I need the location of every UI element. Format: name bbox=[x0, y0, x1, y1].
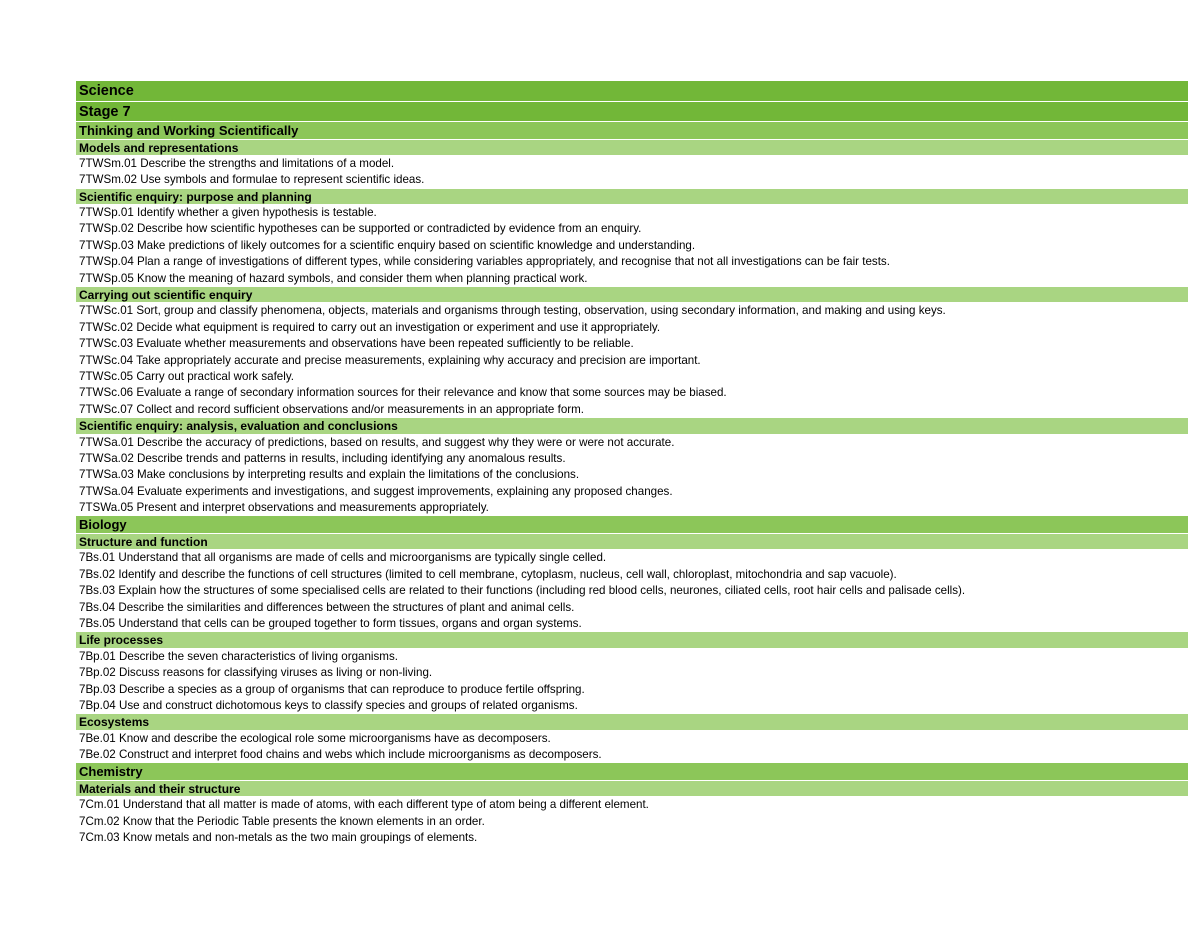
objective-row: 7TWSp.01 Identify whether a given hypothesis is testable. bbox=[76, 205, 1188, 221]
section-heading: Scientific enquiry: analysis, evaluation and conclusions bbox=[76, 418, 1188, 434]
objective-row: 7Be.02 Construct and interpret food chains and webs which include microorganisms as decomposers. bbox=[76, 747, 1188, 763]
section-heading: Life processes bbox=[76, 632, 1188, 648]
subject-heading: Science bbox=[76, 81, 1188, 102]
objective-row: 7TWSm.02 Use symbols and formulae to represent scientific ideas. bbox=[76, 172, 1188, 188]
objective-row: 7Bp.02 Discuss reasons for classifying viruses as living or non-living. bbox=[76, 665, 1188, 681]
objective-row: 7TWSc.02 Decide what equipment is required to carry out an investigation or experiment and use it appropriately. bbox=[76, 320, 1188, 336]
objective-row: 7Be.01 Know and describe the ecological role some microorganisms have as decomposers. bbox=[76, 731, 1188, 747]
strand-heading: Thinking and Working Scientifically bbox=[76, 122, 1188, 140]
objective-row: 7TWSp.04 Plan a range of investigations of different types, while considering variables appropriately, and recognise that not all investigations can be fair tests. bbox=[76, 254, 1188, 270]
objective-row: 7TWSp.05 Know the meaning of hazard symbols, and consider them when planning practical work. bbox=[76, 271, 1188, 287]
objective-row: 7TWSc.01 Sort, group and classify phenomena, objects, materials and organisms through testing, observation, using secondary information, and making and using keys. bbox=[76, 303, 1188, 319]
objective-row: 7TWSa.04 Evaluate experiments and investigations, and suggest improvements, explaining any proposed changes. bbox=[76, 484, 1188, 500]
section-heading: Ecosystems bbox=[76, 714, 1188, 730]
objective-row: 7TWSa.02 Describe trends and patterns in results, including identifying any anomalous results. bbox=[76, 451, 1188, 467]
section-heading: Carrying out scientific enquiry bbox=[76, 287, 1188, 303]
objective-row: 7Cm.01 Understand that all matter is made of atoms, with each different type of atom being a different element. bbox=[76, 797, 1188, 813]
section-heading: Scientific enquiry: purpose and planning bbox=[76, 189, 1188, 205]
objective-row: 7TWSc.03 Evaluate whether measurements and observations have been repeated sufficiently to be reliable. bbox=[76, 336, 1188, 352]
objective-row: 7Bp.01 Describe the seven characteristics of living organisms. bbox=[76, 649, 1188, 665]
objective-row: 7TWSc.04 Take appropriately accurate and precise measurements, explaining why accuracy and precision are important. bbox=[76, 353, 1188, 369]
objective-row: 7Cm.03 Know metals and non-metals as the two main groupings of elements. bbox=[76, 830, 1188, 846]
strand-heading: Biology bbox=[76, 516, 1188, 534]
objective-row: 7Bs.02 Identify and describe the functions of cell structures (limited to cell membrane, cytoplasm, nucleus, cell wall, chloroplast, mitochondria and sap vacuole). bbox=[76, 567, 1188, 583]
objective-row: 7TWSc.07 Collect and record sufficient observations and/or measurements in an appropriate form. bbox=[76, 402, 1188, 418]
objective-row: 7Bp.03 Describe a species as a group of organisms that can reproduce to produce fertile offspring. bbox=[76, 682, 1188, 698]
objective-row: 7TWSm.01 Describe the strengths and limitations of a model. bbox=[76, 156, 1188, 172]
section-heading: Models and representations bbox=[76, 140, 1188, 156]
objective-row: 7TWSc.05 Carry out practical work safely. bbox=[76, 369, 1188, 385]
objective-row: 7TWSa.01 Describe the accuracy of predictions, based on results, and suggest why they were or were not accurate. bbox=[76, 435, 1188, 451]
objective-row: 7Bs.05 Understand that cells can be grouped together to form tissues, organs and organ systems. bbox=[76, 616, 1188, 632]
objective-row: 7TWSp.02 Describe how scientific hypotheses can be supported or contradicted by evidence from an enquiry. bbox=[76, 221, 1188, 237]
objective-row: 7Bs.04 Describe the similarities and differences between the structures of plant and animal cells. bbox=[76, 600, 1188, 616]
stage-heading: Stage 7 bbox=[76, 102, 1188, 123]
objective-row: 7TWSa.03 Make conclusions by interpreting results and explain the limitations of the conclusions. bbox=[76, 467, 1188, 483]
section-heading: Structure and function bbox=[76, 534, 1188, 550]
strand-heading: Chemistry bbox=[76, 763, 1188, 781]
objective-row: 7Bp.04 Use and construct dichotomous keys to classify species and groups of related organisms. bbox=[76, 698, 1188, 714]
objective-row: 7TWSc.06 Evaluate a range of secondary information sources for their relevance and know that some sources may be biased. bbox=[76, 385, 1188, 401]
objective-row: 7Bs.01 Understand that all organisms are made of cells and microorganisms are typically single celled. bbox=[76, 550, 1188, 566]
section-heading: Materials and their structure bbox=[76, 781, 1188, 797]
objective-row: 7Cm.02 Know that the Periodic Table presents the known elements in an order. bbox=[76, 814, 1188, 830]
objective-row: 7Bs.03 Explain how the structures of some specialised cells are related to their functions (including red blood cells, neurones, ciliated cells, root hair cells and palisade cells). bbox=[76, 583, 1188, 599]
objective-row: 7TSWa.05 Present and interpret observations and measurements appropriately. bbox=[76, 500, 1188, 516]
curriculum-sheet bbox=[76, 81, 1188, 847]
strand-list bbox=[76, 122, 1188, 847]
objective-row: 7TWSp.03 Make predictions of likely outcomes for a scientific enquiry based on scientific knowledge and understanding. bbox=[76, 238, 1188, 254]
